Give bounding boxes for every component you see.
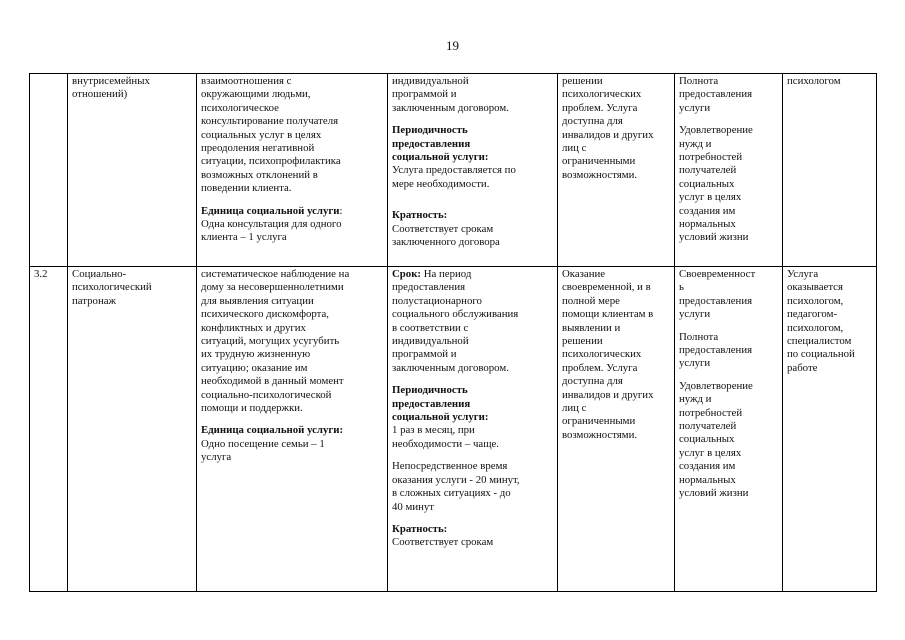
cell-description: взаимоотношения с окружающими людьми, психологическое консультирование получателя социальных услуг в целях преодоления негативной ситуации, психопрофилактика возможных отклонений в поведении клиента. Единица социальной услуги: Одна консультация для одного клиента – 1 услуга	[197, 74, 388, 267]
unit-title: Единица социальной услуги	[201, 204, 340, 217]
cell-service-name: Социально- психологический патронаж	[68, 267, 197, 592]
table-row	[30, 74, 877, 267]
unit-title: Единица социальной услуги:	[201, 424, 344, 437]
multiplicity-title: Кратность:	[392, 209, 448, 222]
cell-conditions: Оказание своевременной, и в полной мере помощи клиентам в выявлении и решении психологических проблем. Услуга доступна для инвалидов и других лиц с ограниченными возможностями.	[558, 267, 675, 592]
services-table	[29, 73, 877, 592]
page-number: 19	[446, 38, 459, 53]
cell-terms: индивидуальной программой и заключенным договором. Периодичность предоставления социальной услуги: Услуга предоставляется по мере необходимости. Кратность: Соответствует срокам заключенного договора	[388, 74, 558, 267]
periodicity-title: Периодичность	[392, 384, 468, 397]
cell-provider: Услуга оказывается психологом, педагогом- психологом, специалистом по социальной работе	[783, 267, 877, 592]
term-label: Срок:	[392, 268, 422, 280]
table-row	[30, 267, 877, 592]
periodicity-title: Периодичность	[392, 124, 468, 137]
cell-terms: Срок: На период предоставления полустационарного социального обслуживания в соответствии с индивидуальной программой и заключенным договором. Периодичность предоставления социальной услуги: 1 раз в месяц, при необходимости – чаще. Непосредственное время оказания услуги - 20 минут, в сложных ситуациях - до 40 минут Кратность: Соответствует срокам	[388, 267, 558, 592]
cell-indicators: Полнота предоставления услуги Удовлетворение нужд и потребностей получателей социальных услуг в целях создания им нормальных условий жизни	[675, 74, 783, 267]
cell-provider: психологом	[783, 74, 877, 267]
cell-conditions: решении психологических проблем. Услуга доступна для инвалидов и других лиц с ограниченными возможностями.	[558, 74, 675, 267]
cell-description: систематическое наблюдение на дому за несовершеннолетними для выявления ситуации психического дискомфорта, конфликтных и других ситуаций, могущих усугубить их трудную жизненную ситуацию; оказание им необходимой в данный момент социально-психологической помощи и поддержки. Единица социальной услуги: Одно посещение семьи – 1 услуга	[197, 267, 388, 592]
multiplicity-title: Кратность:	[392, 522, 448, 535]
cell-indicators: Своевременност ь предоставления услуги Полнота предоставления услуги Удовлетворение нужд и потребностей получателей социальных услуг в целях создания им нормальных условий жизни	[675, 267, 783, 592]
duration-text: Непосредственное время	[392, 460, 508, 473]
cell-service-name: внутрисемейных отношений)	[68, 74, 197, 267]
cell-number	[30, 74, 68, 267]
cell-number: 3.2	[30, 267, 68, 592]
